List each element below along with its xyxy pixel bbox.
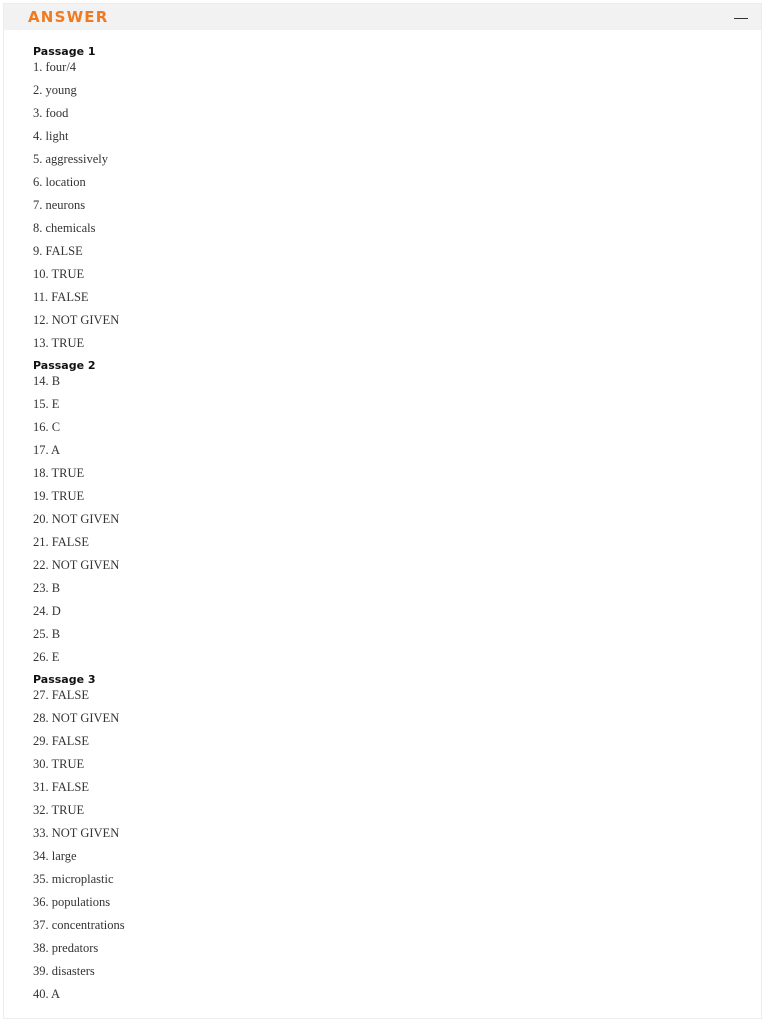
passage-section: [33, 45, 733, 358]
answer-item: 33. NOT GIVEN: [33, 826, 120, 840]
answer-panel: [3, 3, 762, 1019]
passage-title: Passage 2: [33, 359, 96, 372]
answer-item: 5. aggressively: [33, 152, 108, 166]
answer-item: 28. NOT GIVEN: [33, 711, 120, 725]
answer-item: 22. NOT GIVEN: [33, 558, 120, 572]
answer-item: 1. four/4: [33, 60, 77, 74]
passage-section: [33, 673, 733, 1009]
answer-item: 7. neurons: [33, 198, 86, 212]
answer-item: 9. FALSE: [33, 244, 83, 258]
answer-item: 16. C: [33, 420, 61, 434]
answer-title: ANSWER: [28, 8, 109, 26]
answer-item: 23. B: [33, 581, 61, 595]
answer-item: 25. B: [33, 627, 61, 641]
answer-item: 40. A: [33, 987, 61, 1001]
answer-item: 17. A: [33, 443, 61, 457]
answer-item: 36. populations: [33, 895, 111, 909]
answer-item: 10. TRUE: [33, 267, 85, 281]
answer-item: 32. TRUE: [33, 803, 85, 817]
answer-item: 27. FALSE: [33, 688, 90, 702]
answer-item: 2. young: [33, 83, 77, 97]
answer-item: 31. FALSE: [33, 780, 90, 794]
answer-item: 15. E: [33, 397, 60, 411]
answer-item: 26. E: [33, 650, 60, 664]
answer-item: 37. concentrations: [33, 918, 125, 932]
answer-item: 8. chemicals: [33, 221, 96, 235]
answer-item: 11. FALSE: [33, 290, 89, 304]
answer-item: 19. TRUE: [33, 489, 85, 503]
answer-item: 3. food: [33, 106, 69, 120]
passage-title: Passage 3: [33, 673, 96, 686]
answer-item: 14. B: [33, 374, 61, 388]
answer-item: 18. TRUE: [33, 466, 85, 480]
answer-item: 30. TRUE: [33, 757, 85, 771]
answer-item: 34. large: [33, 849, 77, 863]
answer-item: 6. location: [33, 175, 86, 189]
answer-item: 21. FALSE: [33, 535, 90, 549]
answer-list: [33, 44, 733, 1009]
answer-item: 4. light: [33, 129, 69, 143]
answer-item: 24. D: [33, 604, 61, 618]
passage-section: [33, 359, 733, 672]
answer-item: 39. disasters: [33, 964, 95, 978]
answer-item: 20. NOT GIVEN: [33, 512, 120, 526]
answer-item: 35. microplastic: [33, 872, 114, 886]
answer-item: 38. predators: [33, 941, 99, 955]
answer-item: 13. TRUE: [33, 336, 85, 350]
answer-item: 29. FALSE: [33, 734, 90, 748]
passage-title: Passage 1: [33, 45, 96, 58]
minus-icon[interactable]: [733, 10, 749, 24]
answer-header[interactable]: [4, 4, 761, 30]
answer-item: 12. NOT GIVEN: [33, 313, 120, 327]
